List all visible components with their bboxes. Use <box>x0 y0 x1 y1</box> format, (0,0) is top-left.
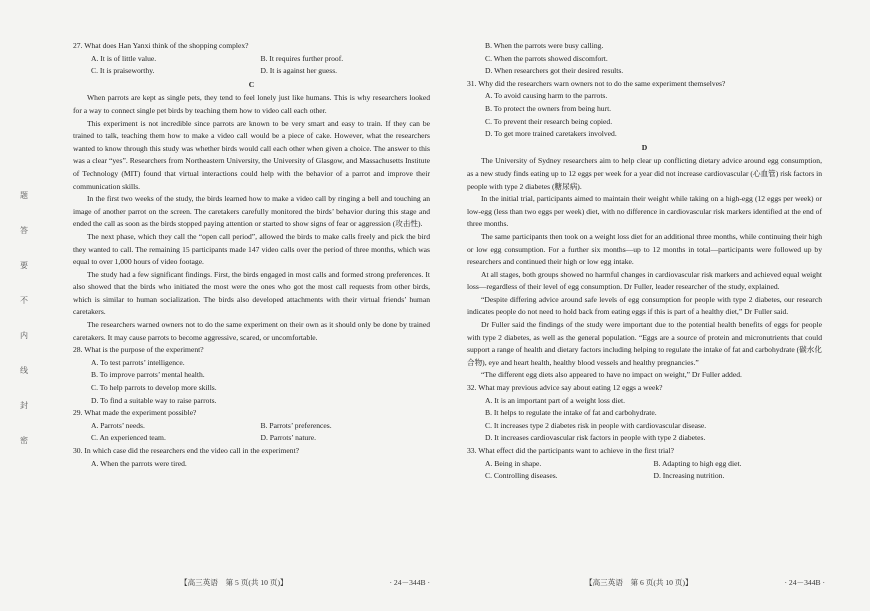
answer-option: A. Parrots’ needs. <box>91 420 145 430</box>
margin-char: 密 <box>20 436 28 445</box>
answer-option: A. Being in shape. <box>485 458 542 468</box>
answer-option: B. Parrots’ preferences. <box>260 420 332 430</box>
footer-page-label: 【高三英语 第 6 页(共 10 页)】 <box>585 578 693 587</box>
question-stem: 32. What may previous advice say about eating 12 eggs a week? <box>467 383 663 393</box>
answer-option: C. When the parrots showed discomfort. <box>485 53 608 63</box>
answer-options <box>467 90 822 140</box>
answer-options <box>73 357 430 407</box>
question-stem: 30. In which case did the researchers end the video call in the experiment? <box>73 446 300 455</box>
margin-char: 线 <box>20 366 28 375</box>
answer-option: D. It increases cardiovascular risk factors in people with type 2 diabetes. <box>485 433 706 443</box>
answer-option: B. When the parrots were busy calling. <box>485 41 604 50</box>
answer-option: B. Adapting to high egg diet. <box>653 458 742 468</box>
margin-char: 内 <box>20 331 28 340</box>
answer-option: A. It is of little value. <box>91 53 157 63</box>
passage-paragraph: In the initial trial, participants aimed to maintain their weight while taking on a high-egg (12 eggs per week) or low-egg (less than two eggs per week) diet, with no difference in cardiovascular risk markers identified at the end of three months. <box>467 194 822 229</box>
margin-char: 不 <box>20 296 28 305</box>
answer-option: C. Controlling diseases. <box>485 471 558 481</box>
passage-paragraph: When parrots are kept as single pets, they tend to feel lonely just like humans. This is why researchers looked for a way to connect single pet birds by teaching them how to video call each other. <box>73 93 430 115</box>
answer-option: C. It increases type 2 diabetes risk in people with cardiovascular disease. <box>485 420 707 430</box>
question-stem: 31. Why did the researchers warn owners not to do the same experiment themselves? <box>467 78 726 88</box>
answer-option: C. It is praiseworthy. <box>91 66 155 76</box>
answer-option: D. To find a suitable way to raise parrots. <box>91 395 217 405</box>
answer-option: B. To protect the owners from being hurt. <box>485 103 612 113</box>
footer-code: · 24－344B · <box>784 578 825 587</box>
passage-paragraph: The same participants then took on a weight loss diet for an additional three months, while continuing their high or low egg consumption. For a further six months—up to 12 months in total—participants were followed up by researchers and continued their high or low egg intake. <box>467 231 823 267</box>
right-column <box>467 40 822 483</box>
answer-option: C. An experienced team. <box>91 433 166 443</box>
question-stem: 33. What effect did the participants want to achieve in the first trial? <box>467 446 674 455</box>
question-stem: 27. What does Han Yanxi think of the shopping complex? <box>73 41 249 50</box>
answer-option: D. To get more trained caretakers involved. <box>485 129 617 139</box>
answer-option: A. To test parrots’ intelligence. <box>91 357 185 367</box>
answer-options <box>73 458 430 471</box>
footer-page-label: 【高三英语 第 5 页(共 10 页)】 <box>180 578 288 587</box>
passage-paragraph: “The different egg diets also appeared to have no impact on weight,” Dr Fuller added. <box>481 370 742 380</box>
passage-paragraph: At all stages, both groups showed no harmful changes in cardiovascular risk markers and achieved equal weight loss—regardless of their level of egg consumption. Dr Fuller, leader researcher of the study, explained. <box>467 269 822 292</box>
passage-paragraph: The researchers warned owners not to do the same experiment on their own as it should only be done by trained caretakers. It may cause parrots to become aggressive, scared, or uncomfortable. <box>73 320 430 342</box>
passage-paragraph: The University of Sydney researchers aim to help clear up conflicting dietary advice around egg consumption, as a new study finds eating up to 12 eggs per week for a year did not increase cardiovascular (心血管) risk factors in people with type 2 diabetes (糖尿病). <box>467 156 822 191</box>
margin-char: 题 <box>20 191 28 200</box>
passage-paragraph: Dr Fuller said the findings of the study were important due to the potential health benefits of eggs for people with type 2 diabetes, as well as the general population. “Eggs are a source of protein and micronutrients that could support a range of health and dietary factors including helping to regulate the intake of fat and carbohydrate (碳水化合物), eye and heart health, healthy blood vessels and healthy pregnancies.” <box>467 320 822 367</box>
passage-paragraph: The study had a few significant findings. First, the birds engaged in most calls and formed strong preferences. It also showed that the birds who initiated the most were the ones who got the most call requests from other birds, which is similar to human socialization. The birds also developed attachments with their virtual friends’ human caretakers. <box>73 269 430 317</box>
answer-option: D. Increasing nutrition. <box>653 471 725 481</box>
answer-options <box>73 420 430 445</box>
binding-margin-note <box>10 190 38 446</box>
answer-option: A. When the parrots were tired. <box>91 458 187 468</box>
margin-char: 封 <box>20 401 28 410</box>
answer-option: D. Parrots’ nature. <box>260 433 317 443</box>
answer-option: C. To help parrots to develop more skills. <box>91 383 217 393</box>
passage-paragraph: The next phase, which they call the “open call period”, allowed the birds to make calls freely and pick the bird they wanted to call. The remaining 15 participants made 147 video calls over the period of three months, which was equal to over 1,000 hours of video footage. <box>73 231 430 267</box>
answer-option: A. To avoid causing harm to the parrots. <box>485 91 608 101</box>
passage-paragraph: This experiment is not incredible since parrots are known to be very smart and easy to train. If they can be trained to talk, teaching them how to make a video call would be a piece of cake. However, what the researchers wanted to know through this study was whether birds would call each other when given a choice. The answer to this was a clear “yes”. Researchers from Northeastern University, the University of Glasgow, and Massachusetts Institute of Technology (MIT) found that virtual interactions could help with the behavior of a parrot and improve their communication skills. <box>73 118 430 191</box>
footer-left <box>180 577 430 588</box>
question-stem: 29. What made the experiment possible? <box>73 408 197 418</box>
answer-option: D. It is against her guess. <box>260 66 338 76</box>
question-stem: 28. What is the purpose of the experiment? <box>73 345 204 355</box>
answer-options <box>467 40 822 78</box>
margin-char: 要 <box>20 261 28 270</box>
answer-option: C. To prevent their research being copied. <box>485 116 613 126</box>
footer-code: · 24－344B · <box>389 578 430 587</box>
passage-paragraph: “Despite differing advice around safe levels of egg consumption for people with type 2 diabetes, our research indicates people do not need to hold back from eating eggs if this is part of a healthy diet,” Dr Fuller said. <box>467 294 822 317</box>
passage-paragraph: In the first two weeks of the study, the birds learned how to make a video call by ringing a bell and touching an image of another parrot on the screen. The caretakers carefully monitored the birds’ behavior during this stage and ended the call as soon as the birds stopped paying attention or started to show signs of fear or aggression (攻击性). <box>73 194 430 229</box>
footer-right <box>585 577 825 588</box>
answer-option: B. It requires further proof. <box>260 53 344 63</box>
passage-letter: C <box>248 79 255 89</box>
answer-options <box>467 395 822 445</box>
answer-option: A. It is an important part of a weight loss diet. <box>485 395 626 405</box>
passage-letter: D <box>641 142 648 152</box>
answer-options <box>467 458 822 483</box>
answer-option: B. To improve parrots’ mental health. <box>91 370 205 380</box>
answer-option: D. When researchers got their desired results. <box>485 66 624 76</box>
answer-options <box>73 53 430 78</box>
answer-option: B. It helps to regulate the intake of fat and carbohydrate. <box>485 408 657 418</box>
margin-char: 答 <box>20 226 28 235</box>
left-column <box>73 40 430 470</box>
